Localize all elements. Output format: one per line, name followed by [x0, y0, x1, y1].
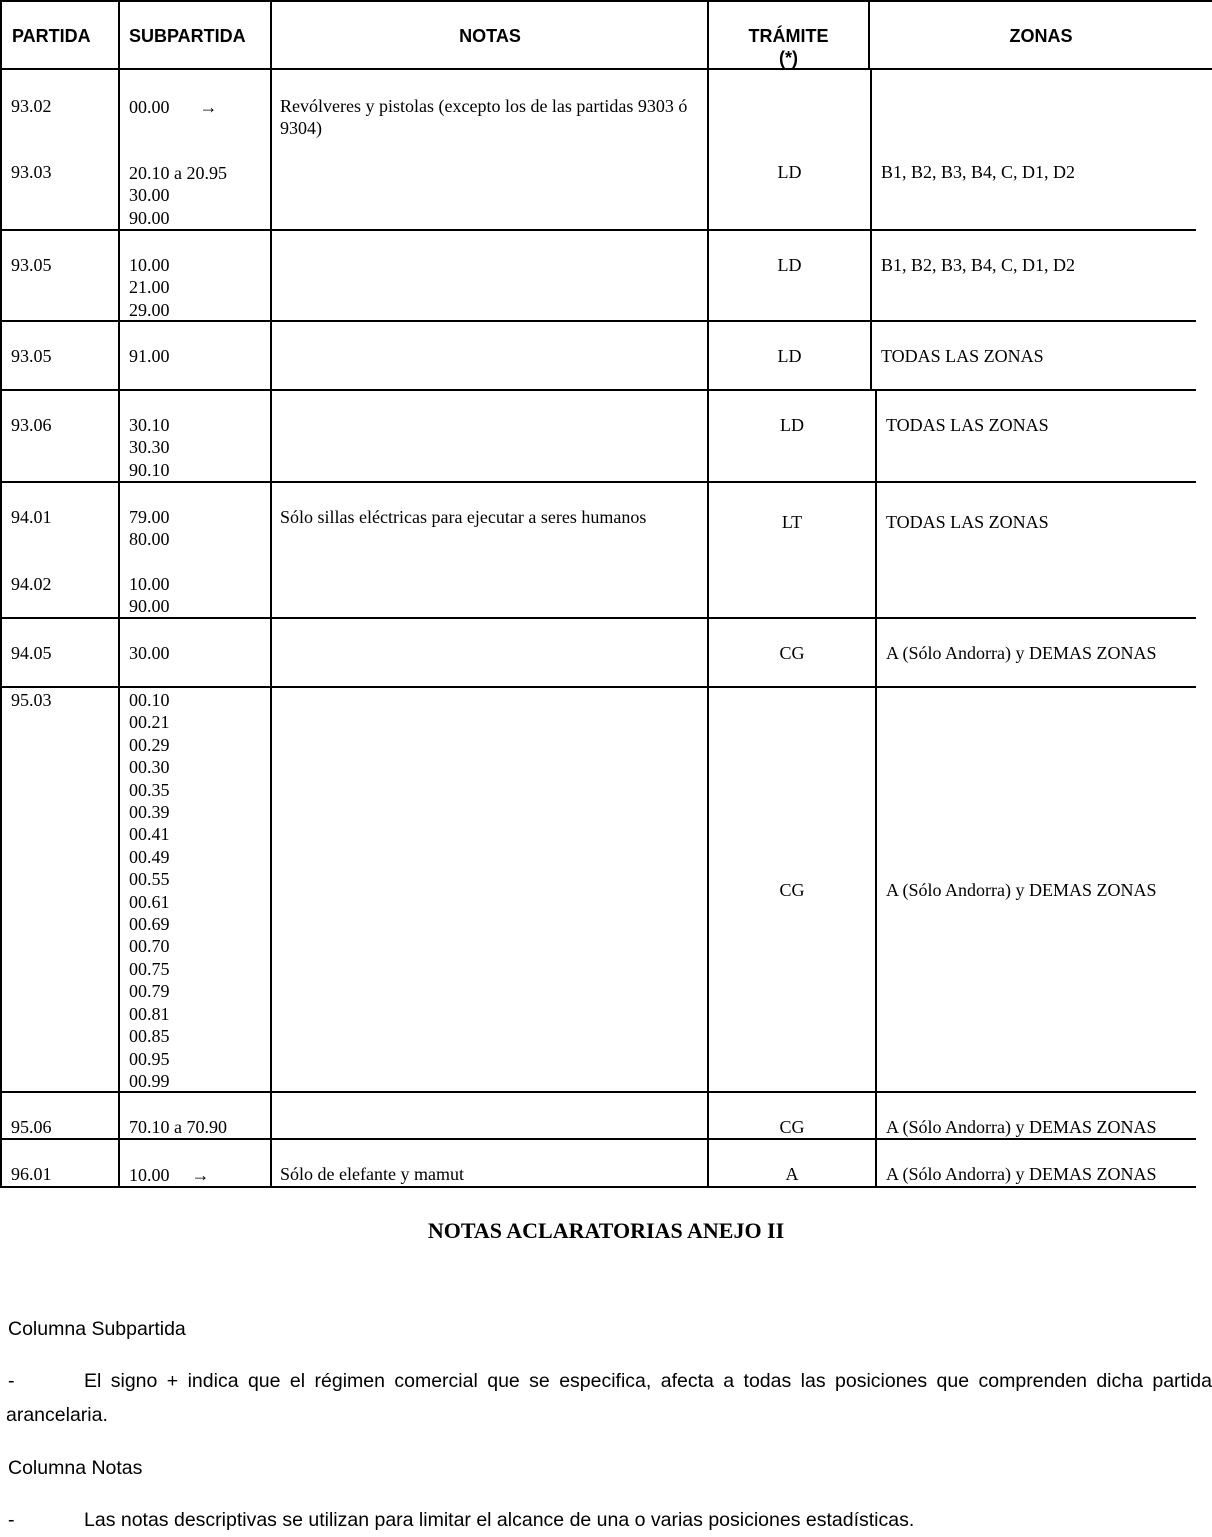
cell-zonas: B1, B2, B3, B4, C, D1, D2: [881, 162, 1076, 182]
cell-subpartida: 10.00 90.00: [129, 574, 170, 617]
header-bottom-rule: [0, 68, 1212, 70]
notes-paragraph: Las notas descriptivas se utilizan para limitar el alcance de una o varias posiciones estadísticas.: [84, 1509, 915, 1531]
cell-subpartida: 20.10 a 20.95 30.00 90.00: [129, 163, 227, 228]
row-rule: [0, 686, 1196, 688]
header-partida: PARTIDA: [12, 26, 91, 46]
cell-zonas: TODAS LAS ZONAS: [881, 346, 1044, 366]
row-rule: [0, 617, 1196, 619]
cell-tramite: LD: [780, 415, 804, 435]
cell-notas: Sólo de elefante y mamut: [280, 1164, 464, 1184]
row-rule: [0, 229, 1196, 231]
cell-tramite: A: [785, 1164, 799, 1184]
col-rule: [0, 0, 2, 1188]
cell-notas: Sólo sillas eléctricas para ejecutar a seres humanos: [280, 507, 647, 527]
cell-zonas: TODAS LAS ZONAS: [886, 512, 1049, 532]
cell-partida: 95.03: [11, 690, 52, 710]
cell-subpartida: 79.00 80.00: [129, 507, 170, 550]
cell-tramite: LT: [781, 512, 803, 532]
cell-tramite: CG: [779, 880, 805, 900]
cell-partida: 93.03: [11, 162, 52, 182]
bullet-dash: -: [8, 1509, 15, 1531]
cell-notas: Revólveres y pistolas (excepto los de las partidas 9303 ó 9304): [280, 96, 688, 139]
cell-subpartida: 30.00: [129, 643, 170, 663]
cell-subpartida: 00.10 00.21 00.29 00.30 00.35 00.39 00.41 00.49 00.55 00.61 00.69 00.70 00.75 00.79 00.81 00.85 00.95 00.99: [129, 690, 170, 1091]
cell-subpartida: 30.10 30.30 90.10: [129, 415, 170, 480]
notes-paragraph: El signo + indica que el régimen comercial que se especifica, afecta a todas las posiciones que comprenden dicha partida arancelaria.: [6, 1370, 1212, 1426]
cell-zonas: A (Sólo Andorra) y DEMAS ZONAS: [886, 1117, 1157, 1137]
cell-zonas: A (Sólo Andorra) y DEMAS ZONAS: [886, 880, 1157, 900]
cell-partida: 95.06: [11, 1117, 52, 1137]
cell-tramite: CG: [779, 643, 805, 663]
notes-heading: Columna Notas: [8, 1457, 143, 1479]
cell-tramite: CG: [779, 1117, 805, 1137]
row-rule: [0, 481, 1196, 483]
col-rule: [870, 70, 872, 390]
arrow-icon: →: [199, 97, 218, 117]
arrow-icon: →: [191, 1165, 210, 1185]
cell-partida: 94.01: [11, 507, 52, 527]
cell-partida: 93.05: [11, 255, 52, 275]
cell-subpartida: 10.00 →: [129, 1165, 210, 1185]
col-rule: [707, 390, 709, 1188]
cell-zonas: A (Sólo Andorra) y DEMAS ZONAS: [886, 643, 1157, 663]
col-rule: [875, 390, 877, 1188]
cell-subpartida: 00.00 →: [129, 97, 218, 117]
cell-subpartida: 70.10 a 70.90: [129, 1117, 227, 1137]
cell-subpartida: 91.00: [129, 346, 170, 366]
notes-heading: Columna Subpartida: [8, 1318, 186, 1340]
table-top-rule: [0, 0, 1212, 2]
col-rule: [118, 0, 120, 1188]
cell-zonas: TODAS LAS ZONAS: [886, 415, 1049, 435]
header-notas: NOTAS: [459, 26, 521, 46]
header-zonas: ZONAS: [1009, 26, 1073, 46]
cell-tramite: LD: [777, 255, 802, 275]
cell-tramite: LD: [777, 346, 802, 366]
cell-partida: 94.02: [11, 574, 52, 594]
cell-partida: 93.06: [11, 415, 52, 435]
row-rule: [0, 389, 1196, 391]
header-subpartida: SUBPARTIDA: [129, 26, 246, 46]
cell-subpartida: 10.00 21.00 29.00: [129, 255, 170, 320]
cell-partida: 93.05: [11, 346, 52, 366]
cell-partida: 93.02: [11, 96, 52, 116]
col-rule: [270, 0, 272, 1188]
row-rule: [0, 320, 1196, 322]
row-rule: [0, 1091, 1196, 1093]
cell-tramite: LD: [777, 162, 802, 182]
cell-partida: 96.01: [11, 1164, 52, 1184]
notes-title: NOTAS ACLARATORIAS ANEJO II: [427, 1218, 785, 1243]
cell-zonas: A (Sólo Andorra) y DEMAS ZONAS: [886, 1164, 1157, 1184]
cell-partida: 94.05: [11, 643, 52, 663]
cell-zonas: B1, B2, B3, B4, C, D1, D2: [881, 255, 1076, 275]
header-tramite: TRÁMITE (*): [748, 26, 829, 68]
bullet-dash: -: [8, 1370, 15, 1392]
